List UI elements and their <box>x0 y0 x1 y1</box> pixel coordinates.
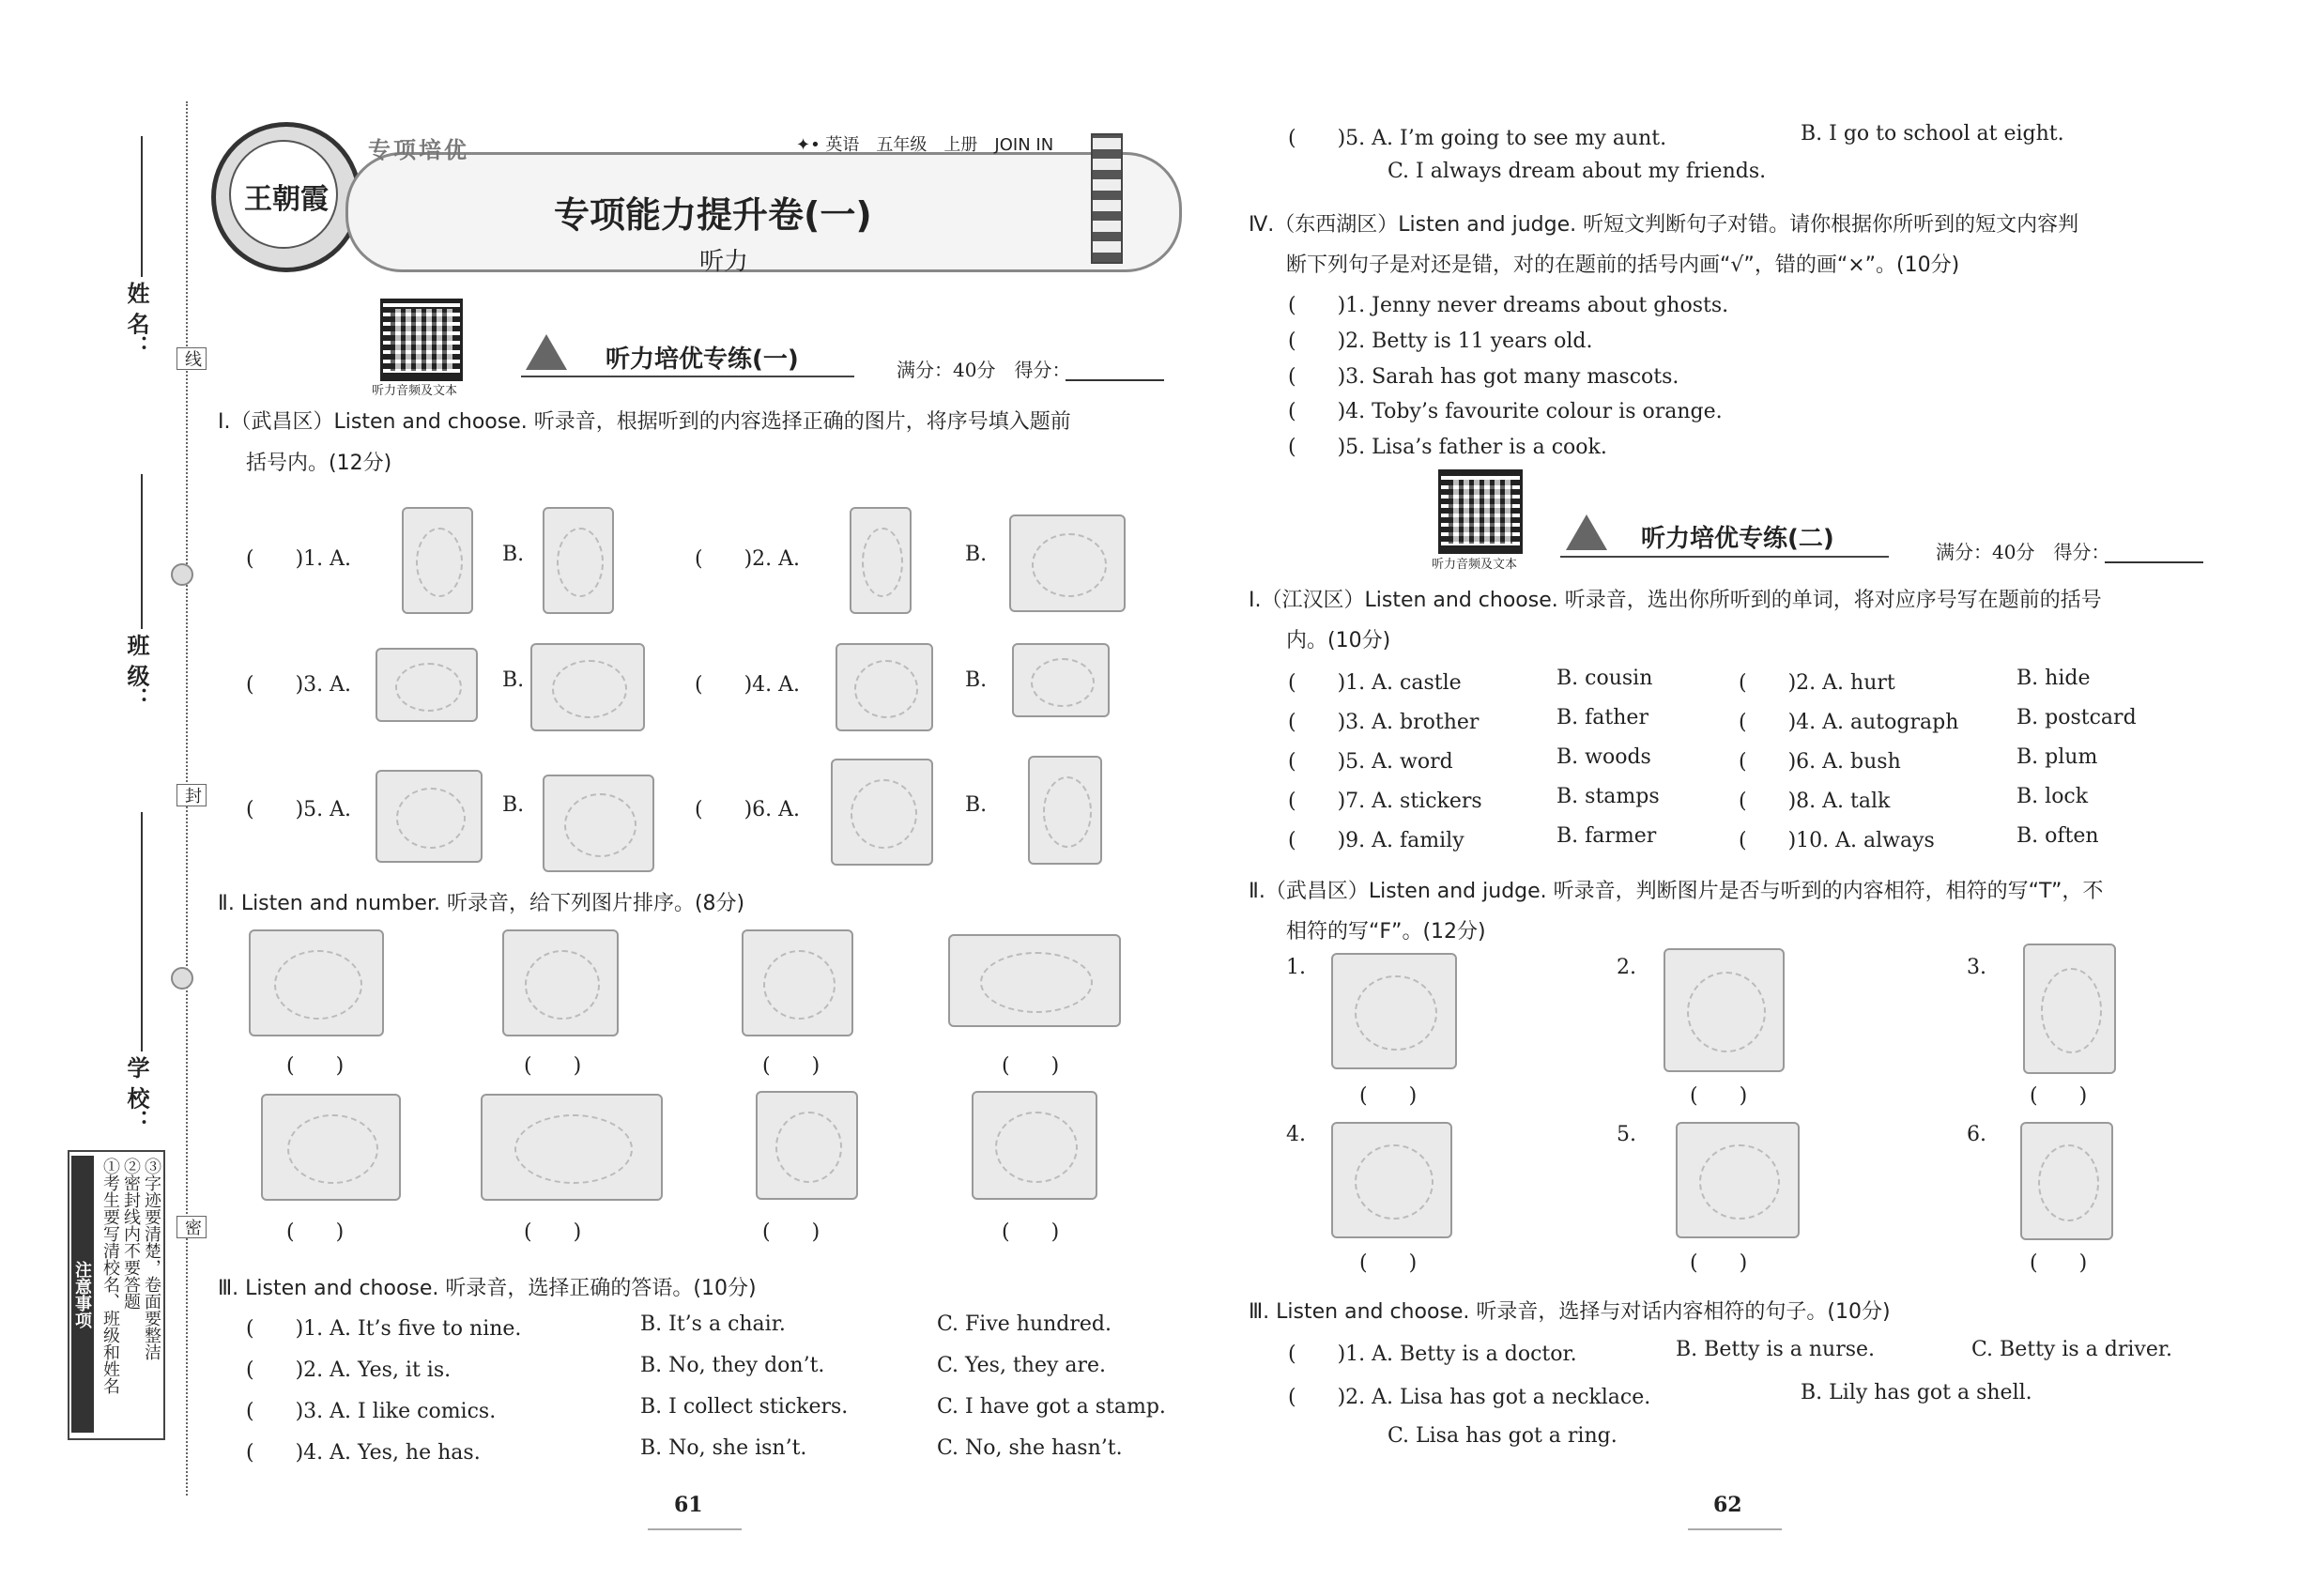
notice-item: ③字迹要清楚，卷面要整洁 <box>142 1158 161 1360</box>
section-heading: Ⅲ. Listen and choose. 听录音，选择与对话内容相符的句子。(10分) <box>1249 1300 1891 1324</box>
choice-c: C. No, she hasn’t. <box>937 1436 1123 1460</box>
choice-c: C. Yes, they are. <box>937 1354 1107 1377</box>
cut-mark-line: 线 <box>176 347 207 370</box>
judge-picture <box>2020 1122 2113 1240</box>
picture-number: 4. <box>1286 1123 1306 1146</box>
answer-blank[interactable]: ( ) <box>286 1220 345 1244</box>
notice-title: 注意事项 <box>71 1156 94 1433</box>
choice-b: B. I go to school at eight. <box>1801 122 2064 146</box>
picture-option[interactable] <box>850 507 912 614</box>
choice-b: B. Lily has got a shell. <box>1801 1381 2032 1404</box>
notice-item: ②密封线内不要答题 <box>121 1158 141 1310</box>
section-heading-cont: 相符的写“F”。(12分) <box>1286 920 1486 944</box>
section-tab: 专项培优 <box>368 137 469 163</box>
word-choice-b: B. plum <box>2016 745 2098 769</box>
judge-item: ( )5. Lisa’s father is a cook. <box>1288 436 1607 459</box>
choice-b: B. No, they don’t. <box>640 1354 825 1377</box>
option-b-label: B. <box>965 543 988 566</box>
answer-blank[interactable]: ( ) <box>1359 1084 1418 1108</box>
question-3: ( )3. A. <box>246 673 352 697</box>
picture-option[interactable] <box>376 770 483 863</box>
section-heading-cont: 断下列句子是对还是错，对的在题前的括号内画“√”，错的画“×”。(10分) <box>1286 253 1960 277</box>
class-label: 班 级： <box>123 634 149 710</box>
class-field[interactable] <box>141 474 143 629</box>
answer-blank[interactable]: ( ) <box>762 1054 820 1078</box>
section-heading-cont: 内。(10分) <box>1286 629 1391 652</box>
choice-c: C. Betty is a driver. <box>1971 1338 2172 1361</box>
picture-number: 6. <box>1967 1123 1986 1146</box>
judge-picture <box>1331 1122 1452 1238</box>
word-choice: ( )9. A. family <box>1288 829 1464 852</box>
word-choice-b: B. postcard <box>2016 706 2137 729</box>
page-number-ornament <box>1688 1528 1782 1530</box>
answer-blank[interactable]: ( ) <box>762 1220 820 1244</box>
numbering-picture <box>261 1094 401 1201</box>
qr-code[interactable] <box>1438 469 1523 554</box>
choice-row-a: ( )4. A. Yes, he has. <box>246 1441 481 1465</box>
practice-title-1: 听力培优专练(一) <box>606 345 799 374</box>
name-label: 姓 名： <box>123 282 149 358</box>
judge-picture <box>2023 944 2116 1074</box>
numbering-picture <box>481 1094 663 1201</box>
notice-item: ①考生要写清校名、班级和姓名 <box>100 1158 120 1394</box>
word-choice-b: B. stamps <box>1556 785 1660 808</box>
numbering-picture <box>948 934 1121 1027</box>
school-field[interactable] <box>141 812 143 1051</box>
choice-c: C. I have got a stamp. <box>937 1395 1166 1419</box>
numbering-picture <box>502 929 619 1036</box>
picture-option[interactable] <box>831 759 933 866</box>
cut-mark-seal: 封 <box>176 784 207 806</box>
judge-item: ( )2. Betty is 11 years old. <box>1288 330 1593 353</box>
binding-hole-icon <box>171 563 193 586</box>
picture-option[interactable] <box>543 507 614 614</box>
picture-option[interactable] <box>1009 514 1126 612</box>
judge-picture <box>1664 948 1785 1072</box>
answer-blank[interactable]: ( ) <box>524 1220 582 1244</box>
answer-blank[interactable]: ( ) <box>1690 1251 1748 1275</box>
answer-blank[interactable]: ( ) <box>1359 1251 1418 1275</box>
page-number: 62 <box>1713 1493 1742 1517</box>
question-5: ( )5. A. <box>246 798 352 821</box>
logo-text: 王朝霞 <box>244 183 329 216</box>
page-number-ornament <box>648 1528 742 1530</box>
qr-caption: 听力音频及文本 <box>372 384 458 398</box>
answer-blank[interactable]: ( ) <box>1002 1054 1060 1078</box>
choice-b: B. It’s a chair. <box>640 1312 786 1336</box>
choice-c: C. Five hundred. <box>937 1312 1112 1336</box>
score-line: 满分：40分 得分： <box>1936 541 2110 563</box>
picture-number: 2. <box>1617 956 1636 979</box>
picture-number: 3. <box>1967 956 1986 979</box>
choice-b: B. No, she isn’t. <box>640 1436 807 1460</box>
qr-caption: 听力音频及文本 <box>1432 558 1518 572</box>
answer-blank[interactable]: ( ) <box>524 1054 582 1078</box>
word-choice: ( )6. A. bush <box>1739 750 1901 774</box>
sailboat-icon <box>1566 514 1607 550</box>
judge-picture <box>1676 1122 1800 1238</box>
name-field[interactable] <box>141 136 143 277</box>
choice-b: B. I collect stickers. <box>640 1395 849 1419</box>
judge-item: ( )1. Jenny never dreams about ghosts. <box>1288 294 1729 317</box>
picture-option[interactable] <box>1012 643 1110 717</box>
word-choice: ( )1. A. castle <box>1288 671 1462 695</box>
question-2: ( )2. A. <box>695 547 801 571</box>
answer-blank[interactable]: ( ) <box>2030 1084 2088 1108</box>
judge-picture <box>1331 953 1457 1069</box>
word-choice-b: B. father <box>1556 706 1648 729</box>
choice-row-a: ( )2. A. Yes, it is. <box>246 1358 452 1382</box>
section-heading: Ⅳ.（东西湖区）Listen and judge. 听短文判断句子对错。请你根据你所听到的短文内容判 <box>1249 213 2079 237</box>
choice-b: B. Betty is a nurse. <box>1676 1338 1876 1361</box>
option-b-label: B. <box>502 543 525 566</box>
word-choice-b: B. woods <box>1556 745 1651 769</box>
word-choice: ( )10. A. always <box>1739 829 1935 852</box>
word-choice: ( )3. A. brother <box>1288 711 1480 734</box>
section-heading: Ⅰ.（武昌区）Listen and choose. 听录音，根据听到的内容选择正确的图片，将序号填入题前 <box>218 410 1071 434</box>
section-heading: Ⅰ.（江汉区）Listen and choose. 听录音，选出你所听到的单词，将对应序号写在题前的括号 <box>1249 589 2102 612</box>
lighthouse-icon <box>1091 133 1123 264</box>
choice-row-a: ( )3. A. I like comics. <box>246 1400 497 1423</box>
notice-box <box>68 1150 165 1440</box>
choice-c: C. I always dream about my friends. <box>1388 160 1767 183</box>
option-b-label: B. <box>502 668 525 692</box>
score-line: 满分：40分 得分： <box>897 359 1071 381</box>
picture-option[interactable] <box>836 643 933 731</box>
school-label: 学 校： <box>123 1056 149 1132</box>
page-number: 61 <box>674 1493 703 1517</box>
header-meta: ✦• 英语 五年级 上册 JOIN IN <box>796 135 1054 155</box>
choice-row-a: ( )2. A. Lisa has got a necklace. <box>1288 1386 1651 1409</box>
choice-row-a: ( )1. A. Betty is a doctor. <box>1288 1343 1577 1366</box>
picture-option[interactable] <box>530 643 645 731</box>
picture-option[interactable] <box>376 648 478 722</box>
word-choice: ( )7. A. stickers <box>1288 790 1482 813</box>
question-1: ( )1. A. <box>246 547 352 571</box>
word-choice-b: B. often <box>2016 824 2099 848</box>
answer-blank[interactable]: ( ) <box>2030 1251 2088 1275</box>
question-4: ( )4. A. <box>695 673 801 697</box>
picture-option[interactable] <box>543 775 654 872</box>
word-choice: ( )8. A. talk <box>1739 790 1891 813</box>
page-title: 专项能力提升卷(一) <box>554 194 872 236</box>
option-b-label: B. <box>965 668 988 692</box>
section-heading: Ⅱ.（武昌区）Listen and judge. 听录音，判断图片是否与听到的内容相符，相符的写“T”，不 <box>1249 880 2104 903</box>
cut-mark-secret: 密 <box>176 1216 207 1238</box>
score-input[interactable] <box>1066 355 1164 381</box>
word-choice-b: B. hide <box>2016 667 2091 690</box>
picture-option[interactable] <box>402 507 473 614</box>
judge-item: ( )3. Sarah has got many mascots. <box>1288 365 1679 389</box>
judge-item: ( )4. Toby’s favourite colour is orange. <box>1288 400 1723 423</box>
answer-blank[interactable]: ( ) <box>1002 1220 1060 1244</box>
sailboat-icon <box>526 334 567 370</box>
picture-option[interactable] <box>1028 756 1102 865</box>
picture-number: 5. <box>1617 1123 1636 1146</box>
numbering-picture <box>756 1091 858 1200</box>
choice-c: C. Lisa has got a ring. <box>1388 1424 1618 1448</box>
qr-code[interactable] <box>380 299 463 381</box>
score-input[interactable] <box>2105 537 2203 563</box>
section-heading: Ⅲ. Listen and choose. 听录音，选择正确的答语。(10分) <box>218 1277 757 1300</box>
word-choice: ( )2. A. hurt <box>1739 671 1895 695</box>
question-6: ( )6. A. <box>695 798 801 821</box>
answer-blank[interactable]: ( ) <box>286 1054 345 1078</box>
numbering-picture <box>972 1091 1097 1200</box>
option-b-label: B. <box>502 793 525 817</box>
choice-row-a: ( )5. A. I’m going to see my aunt. <box>1288 127 1667 150</box>
picture-number: 1. <box>1286 956 1306 979</box>
word-choice-b: B. cousin <box>1556 667 1653 690</box>
title-underline <box>1560 556 1889 558</box>
page-subtitle: 听力 <box>699 248 749 276</box>
answer-blank[interactable]: ( ) <box>1690 1084 1748 1108</box>
section-heading-cont: 括号内。(12分) <box>246 452 392 475</box>
word-choice: ( )5. A. word <box>1288 750 1453 774</box>
practice-title-2: 听力培优专练(二) <box>1641 525 1834 553</box>
brand-logo <box>211 122 361 272</box>
title-underline <box>521 376 854 377</box>
numbering-picture <box>742 929 853 1036</box>
section-heading: Ⅱ. Listen and number. 听录音，给下列图片排序。(8分) <box>218 892 745 915</box>
word-choice: ( )4. A. autograph <box>1739 711 1959 734</box>
numbering-picture <box>249 929 384 1036</box>
binding-hole-icon <box>171 967 193 990</box>
option-b-label: B. <box>965 793 988 817</box>
word-choice-b: B. farmer <box>1556 824 1657 848</box>
word-choice-b: B. lock <box>2016 785 2089 808</box>
choice-row-a: ( )1. A. It’s five to nine. <box>246 1317 522 1341</box>
